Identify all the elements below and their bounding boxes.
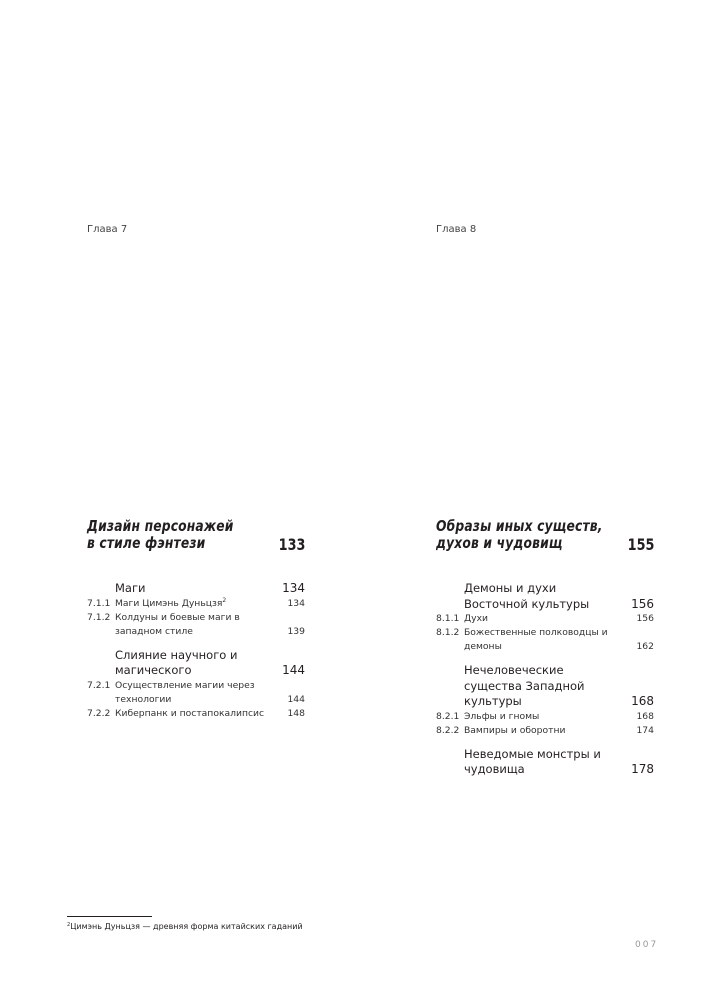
toc-subsection-title: Духи [464, 613, 489, 624]
toc-page-number: 168 [636, 710, 654, 722]
chapter-page-number: 133 [278, 535, 305, 554]
toc-section-title: Слияние научного и магического [115, 647, 238, 677]
toc-subsection-number: 7.2.2 [87, 707, 111, 719]
toc-page-number: 156 [636, 613, 654, 624]
footnote-marker: 2 [222, 596, 227, 604]
chapter-label: Глава 7 [87, 224, 128, 235]
toc-section[interactable] [87, 648, 305, 679]
toc-section-title: Нечеловеческие существа Западной культуры [464, 663, 585, 708]
toc-subsection-title: Вампиры и оборотни [464, 724, 566, 736]
toc-subsection-title: Эльфы и гномы [464, 710, 540, 722]
toc-subsection-number: 8.1.2 [436, 627, 460, 638]
toc-entries [87, 581, 305, 721]
toc-subsection-number: 7.1.1 [87, 597, 111, 609]
toc-subsection[interactable] [436, 724, 654, 738]
toc-subsection-number: 8.2.2 [436, 724, 460, 736]
footnote-text: Цимэнь Дуньцзя — древняя форма китайских гаданий [70, 922, 303, 931]
toc-subsection-number: 8.2.1 [436, 710, 460, 722]
footnote-marker: 2 [67, 922, 71, 928]
toc-subsection[interactable] [436, 612, 654, 626]
toc-section[interactable] [87, 581, 305, 597]
chapter-page-number: 155 [627, 535, 654, 554]
toc-section[interactable] [436, 663, 654, 710]
toc-subsection-number: 8.1.1 [436, 613, 460, 624]
toc-page-number: 134 [287, 597, 305, 609]
toc-subsection[interactable] [436, 710, 654, 724]
toc-subsection-title: Колдуны и боевые маги в западном стиле [115, 611, 240, 637]
toc-section[interactable] [436, 747, 654, 778]
toc-subsection[interactable] [87, 707, 305, 721]
toc-subsection[interactable] [87, 597, 305, 611]
toc-page-number: 162 [636, 641, 654, 652]
toc-page-number: 134 [282, 581, 305, 595]
toc-page-number: 156 [631, 596, 654, 611]
toc-subsection[interactable] [436, 626, 654, 654]
toc-section[interactable] [436, 581, 654, 612]
toc-page-number: 144 [287, 693, 305, 705]
page-number: 007 [635, 940, 659, 950]
toc-subsection-title: Божественные полководцы и демоны [464, 627, 608, 652]
toc-subsection-title: Киберпанк и постапокалипсис [115, 707, 265, 719]
footnote-rule [67, 916, 152, 917]
chapter-title-line: Дизайн персонажей [87, 517, 234, 535]
toc-subsection-number: 7.1.2 [87, 611, 111, 623]
chapter-title [436, 518, 615, 552]
toc-subsection-number: 7.2.1 [87, 679, 111, 691]
toc-page-number: 174 [636, 724, 654, 736]
toc-section-title: Маги [115, 581, 146, 595]
toc-subsection[interactable] [87, 679, 305, 707]
footnote [67, 922, 303, 931]
toc-section-title: Демоны и духи Восточной культуры [464, 581, 590, 611]
toc-page-number: 139 [287, 625, 305, 637]
chapter-title [87, 518, 266, 552]
toc-section-title: Неведомые монстры и чудовища [464, 746, 601, 776]
chapter-title-line: духов и чудовищ [436, 534, 563, 552]
toc-subsection[interactable] [87, 611, 305, 639]
chapter-title-line: в стиле фэнтези [87, 534, 206, 552]
toc-subsection-title: Осуществление магии через технологии [115, 679, 255, 705]
toc-entries [436, 581, 654, 778]
toc-page-number: 148 [287, 707, 305, 719]
toc-page-number: 178 [631, 762, 654, 776]
chapter-title-line: Образы иных существ, [436, 517, 603, 535]
chapter-label: Глава 8 [436, 224, 477, 235]
toc-page-number: 144 [282, 663, 305, 677]
toc-page-number: 168 [631, 694, 654, 708]
toc-subsection-title: Маги Цимэнь Дуньцзя [115, 597, 223, 609]
